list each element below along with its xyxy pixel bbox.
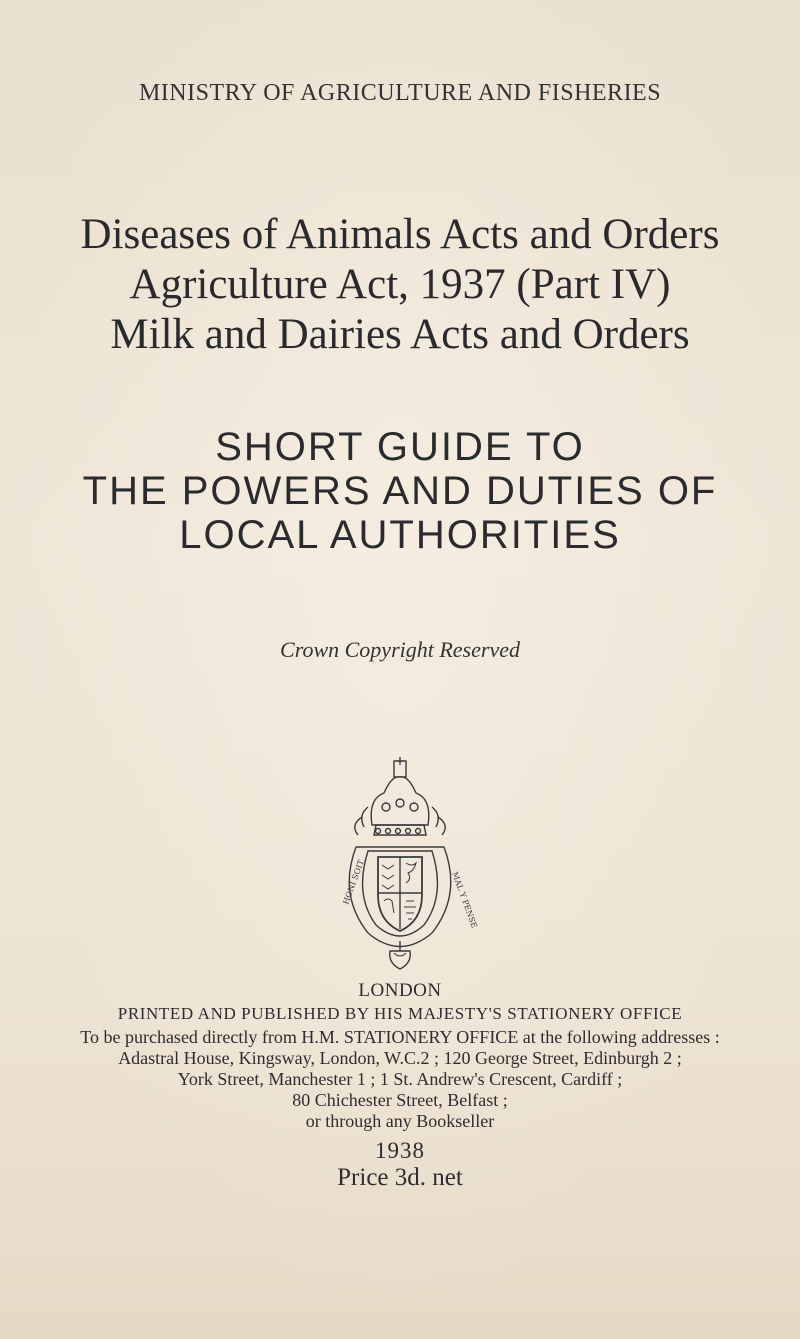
- acts-line-3: Milk and Dairies Acts and Orders: [110, 311, 690, 358]
- price-label: Price 3d. net: [337, 1164, 463, 1191]
- address-line-5: or through any Bookseller: [305, 1111, 495, 1131]
- addresses-block: [0, 1027, 800, 1132]
- guide-line-1: SHORT GUIDE TO: [215, 425, 585, 469]
- address-line-3: York Street, Manchester 1 ; 1 St. Andrew's Crescent, Cardiff ;: [177, 1069, 623, 1089]
- guide-line-2: THE POWERS AND DUTIES OF: [82, 469, 718, 513]
- address-line-2: Adastral House, Kingsway, London, W.C.2 ; 120 George Street, Edinburgh 2 ;: [118, 1048, 682, 1068]
- royal-arms-crest-icon: [328, 755, 479, 977]
- garter-motto-right: MAL Y PENSE: [450, 870, 479, 930]
- acts-line-2: Agriculture Act, 1937 (Part IV): [129, 261, 671, 308]
- publication-year: 1938: [375, 1138, 425, 1163]
- address-line-1: To be purchased directly from H.M. STATIONERY OFFICE at the following addresses :: [80, 1027, 720, 1047]
- imprint-city: LONDON: [358, 980, 442, 1001]
- printed-by: PRINTED AND PUBLISHED BY HIS MAJESTY'S STATIONERY OFFICE: [117, 1004, 683, 1023]
- garter-band: [341, 847, 478, 947]
- guide-title-block: [0, 425, 800, 557]
- ministry-heading: MINISTRY OF AGRICULTURE AND FISHERIES: [138, 80, 662, 106]
- guide-line-3: LOCAL AUTHORITIES: [179, 513, 621, 557]
- crown-icon: [355, 757, 445, 835]
- address-line-4: 80 Chichester Street, Belfast ;: [292, 1090, 508, 1110]
- shield-icon: [378, 857, 422, 931]
- imprint-block: [0, 980, 800, 1192]
- acts-line-1: Diseases of Animals Acts and Orders: [80, 211, 720, 258]
- acts-title-block: [0, 210, 800, 360]
- garter-motto-left: HONI SOIT: [341, 858, 366, 906]
- copyright-notice: Crown Copyright Reserved: [280, 637, 520, 662]
